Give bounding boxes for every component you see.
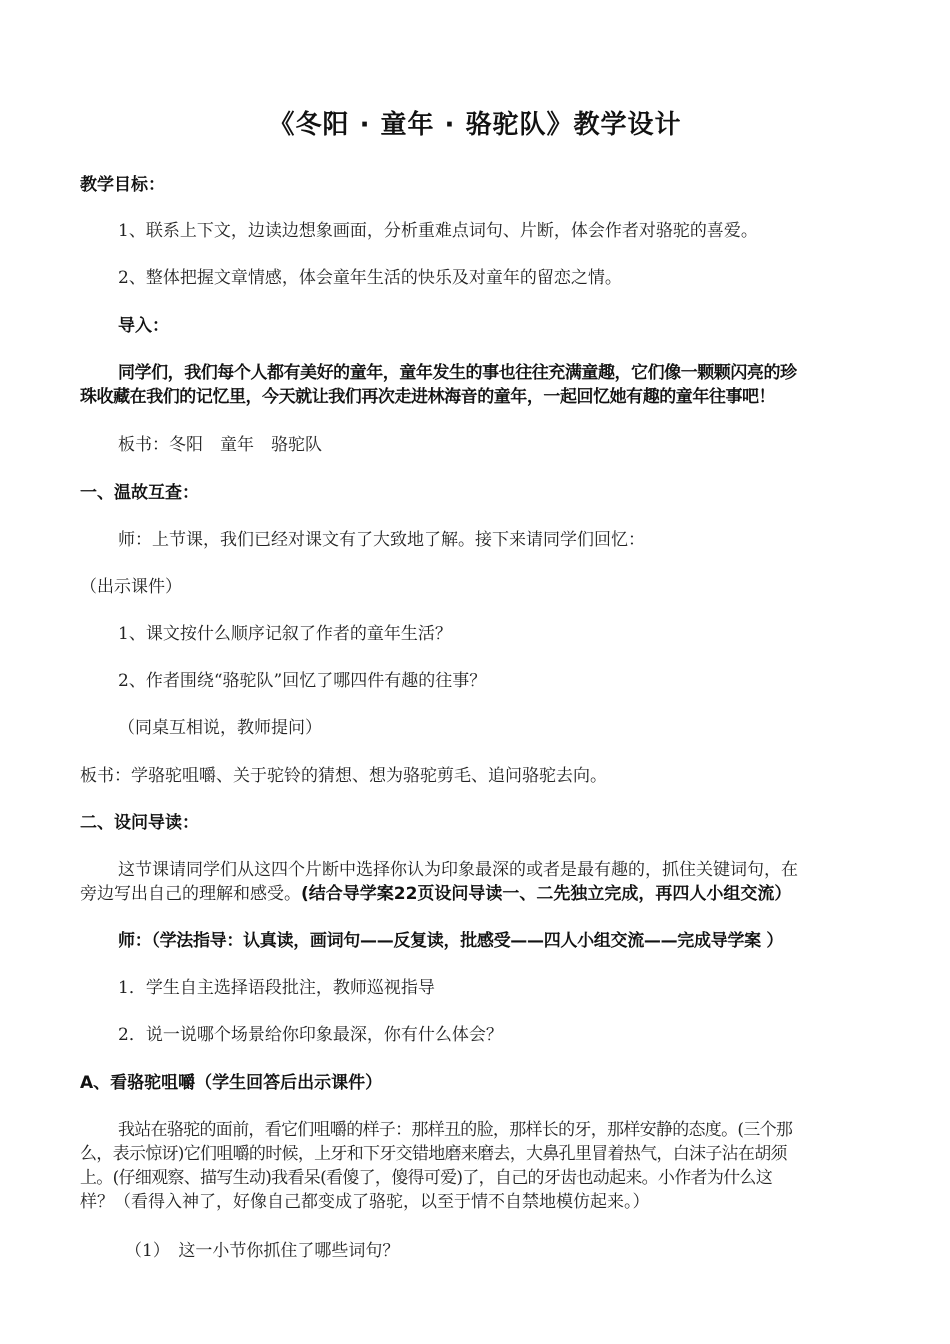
passage-line-1: 我站在骆驼的面前，看它们咀嚼的样子：那样丑的脸，那样长的牙，那样安静的态度。(三个那	[118, 1120, 793, 1140]
method-guide: 师：（学法指导：认真读，画词句——反复读，批感受——四人小组交流——完成导学案 ）	[118, 931, 784, 951]
goal-1: 1、联系上下文，边读边想象画面，分析重难点词句、片断，体会作者对骆驼的喜爱。	[118, 221, 758, 241]
question-1: 1、课文按什么顺序记叙了作者的童年生活？	[118, 624, 452, 644]
show-courseware: （出示课件）	[80, 577, 182, 597]
passage-line-2: 么，表示惊讶)它们咀嚼的时候，上牙和下牙交错地磨来磨去，大鼻孔里冒着热气，白沫子沾在胡须	[80, 1144, 787, 1164]
intro-line-1: 同学们，我们每个人都有美好的童年，童年发生的事也往往充满童趣，它们像一颗颗闪亮的珍	[118, 363, 797, 383]
board-2: 板书：学骆驼咀嚼、关于驼铃的猜想、想为骆驼剪毛、追问骆驼去向。	[80, 766, 607, 786]
goals-heading: 教学目标：	[80, 175, 165, 195]
sub-question-1: （1） 这一小节你抓住了哪些词句？	[125, 1241, 400, 1261]
question-2: 2、作者围绕“骆驼队”回忆了哪四件有趣的往事？	[118, 671, 487, 691]
intro-line-2: 珠收藏在我们的记忆里，今天就让我们再次走进林海音的童年，一起回忆她有趣的童年往事吧！	[80, 387, 776, 407]
peer-discuss: （同桌互相说，教师提问）	[118, 718, 322, 738]
section-2-heading: 二、设问导读：	[80, 813, 199, 833]
guide-line-2-text: 旁边写出自己的理解和感受。	[80, 884, 301, 904]
step-2: 2．说一说哪个场景给你印象最深，你有什么体会？	[118, 1025, 503, 1045]
goal-2: 2、整体把握文章情感，体会童年生活的快乐及对童年的留恋之情。	[118, 268, 622, 288]
guide-line-2	[80, 882, 950, 906]
board-1: 板书：冬阳 童年 骆驼队	[118, 435, 322, 455]
document-title: 《冬阳 · 童年 · 骆驼队》教学设计	[268, 110, 682, 140]
part-a-heading: A、看骆驼咀嚼（学生回答后出示课件）	[80, 1073, 383, 1093]
guide-line-2-note: (结合导学案22页设问导读一、二先独立完成，再四人小组交流）	[301, 884, 792, 904]
passage-line-4: 样？（看得入神了，好像自己都变成了骆驼，以至于情不自禁地模仿起来。）	[80, 1192, 650, 1212]
step-1: 1．学生自主选择语段批注，教师巡视指导	[118, 978, 435, 998]
section-1-heading: 一、温故互查：	[80, 483, 199, 503]
passage-line-3: 上。(仔细观察、描写生动)我看呆(看傻了，傻得可爱)了，自己的牙齿也动起来。小作者为什么这	[80, 1168, 773, 1188]
teacher-review: 师：上节课，我们已经对课文有了大致地了解。接下来请同学们回忆：	[118, 530, 645, 550]
intro-heading: 导入：	[118, 316, 169, 336]
guide-line-1: 这节课请同学们从这四个片断中选择你认为印象最深的或者是最有趣的，抓住关键词句，在	[118, 860, 798, 880]
